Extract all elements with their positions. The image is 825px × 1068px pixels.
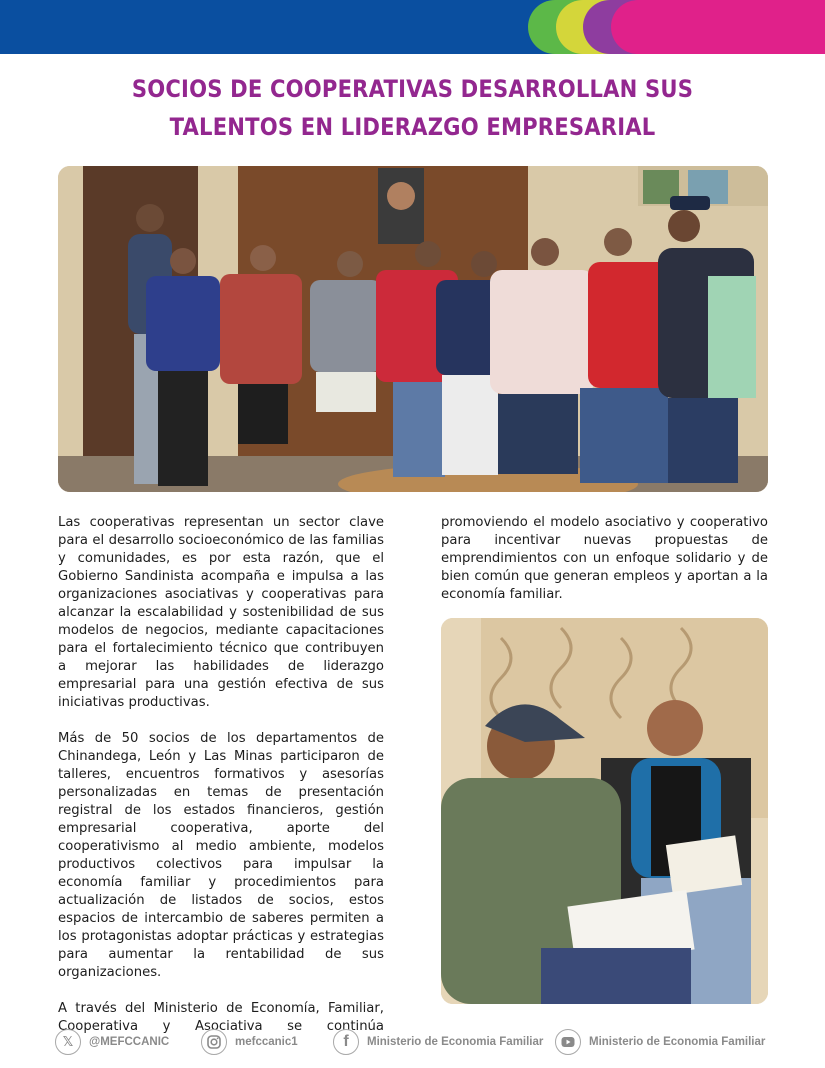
youtube-channel: Ministerio de Economia Familiar [589, 1036, 766, 1048]
paragraph-1: Las cooperativas representan un sector clave para el desarrollo socioeconómico de las familias y comunidades, es por esta razón, que el Gobierno Sandinista acompaña e impulsa a las organizaciones asociativas y cooperativas para alcanzar la escalabilidad y sostenibilidad de sus modelos de negocios, mediante capacitaciones para el fortalecimiento técnico que contribuyen a mejorar las habilidades de liderazgo empresarial para una gestión efectiva de sus iniciativas productivas. [58, 515, 384, 710]
social-footer [55, 1028, 775, 1056]
facebook-icon: f [333, 1029, 359, 1055]
title-line-1: SOCIOS DE COOPERATIVAS DESARROLLAN SUS [131, 75, 694, 103]
article-title [129, 70, 697, 146]
instagram-icon [201, 1029, 227, 1055]
x-logo-icon: 𝕏 [55, 1029, 81, 1055]
footer-youtube[interactable] [555, 1028, 765, 1056]
paragraph-3-continuation [441, 514, 768, 604]
facebook-page: Ministerio de Economia Familiar [367, 1036, 544, 1048]
meeting-photo [441, 618, 768, 1004]
paragraph-3: A través del Ministerio de Economía, Familiar, Cooperativa y Asociativa se continúa [58, 1001, 384, 1034]
instagram-handle: mefccanic1 [235, 1036, 298, 1048]
twitter-handle: @MEFCCANIC [89, 1036, 170, 1048]
group-photo [58, 166, 768, 492]
band-pink-arc [611, 0, 825, 54]
youtube-icon [555, 1029, 581, 1055]
header-color-band [0, 0, 825, 54]
paragraph-3-continued-text: promoviendo el modelo asociativo y cooperativo para incentivar nuevas propuestas de emprendimientos con un enfoque solidario y de bien común que generan empleos y aportan a la economía familiar. [441, 515, 768, 602]
article-column-right [441, 514, 768, 604]
footer-instagram[interactable] [201, 1028, 298, 1056]
title-line-2: TALENTOS EN LIDERAZGO EMPRESARIAL [169, 113, 656, 141]
footer-twitter[interactable] [55, 1028, 169, 1056]
footer-facebook[interactable] [333, 1028, 543, 1056]
paragraph-2: Más de 50 socios de los departamentos de Chinandega, León y Las Minas participaron de talleres, encuentros formativos y asesorías personalizadas en temas de presentación registral de los estados financieros, gestión empresarial cooperativa, aporte del cooperativismo al medio ambiente, modelos productivos colectivos para impulsar la economía familiar y procedimientos para actualización de listados de socios, estos espacios de intercambio de saberes permiten a los protagonistas adoptar prácticas y estrategias para aumentar la rentabilidad de sus organizaciones. [58, 731, 384, 980]
article-column-left [58, 514, 384, 1054]
